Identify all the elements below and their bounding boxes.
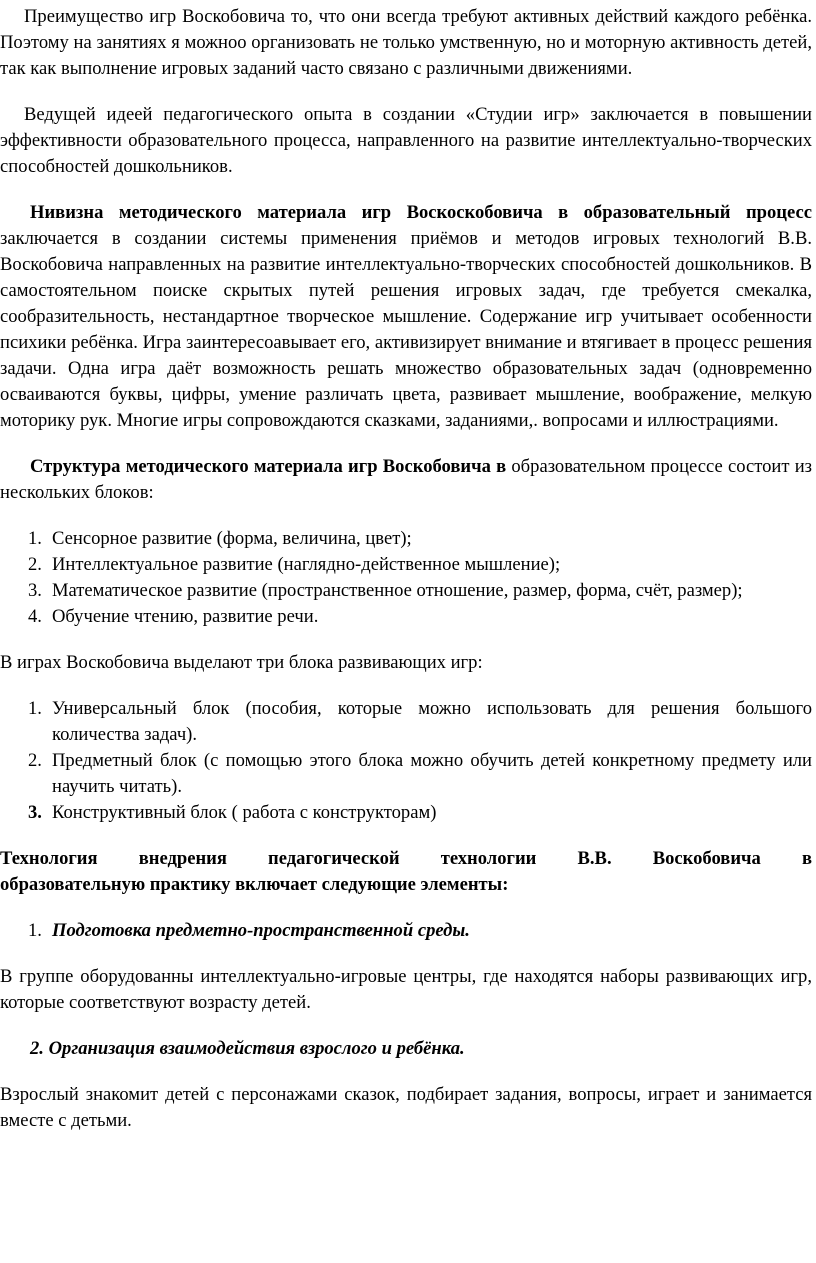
structure-text: образовательном процессе состоит из нескольких блоков: xyxy=(0,456,812,503)
list-item xyxy=(0,552,812,578)
novelty-bold-lead: Нивизна методического материала игр Воскоскобовича в образовательный процесс xyxy=(30,202,812,223)
list-item xyxy=(0,918,812,944)
list-number: 4. xyxy=(28,606,42,627)
list-item xyxy=(0,696,812,748)
list-item-text: Конструктивный блок ( работа с конструкторам) xyxy=(52,802,437,823)
list-item xyxy=(0,578,812,604)
list-item-text: Математическое развитие (пространственное отношение, размер, форма, счёт, размер); xyxy=(52,580,743,601)
paragraph-three-blocks: В играх Воскобовича выделают три блока развивающих игр: xyxy=(0,652,483,673)
list-item-text: Сенсорное развитие (форма, величина, цвет); xyxy=(52,528,412,549)
technology-heading-text: Технология внедрения педагогической технологии В.В. Воскобовича в xyxy=(0,848,812,869)
technology-heading-line1 xyxy=(0,846,812,872)
structure-bold-lead: Структура методического материала игр Воскобовича в xyxy=(30,456,507,477)
list-number: 1. xyxy=(28,528,42,549)
list-item xyxy=(0,748,812,800)
element-1 xyxy=(0,918,812,944)
list-item xyxy=(0,800,812,826)
element-2-title: Организация взаимодействия взрослого и ребёнка. xyxy=(48,1038,465,1059)
list-number: 1. xyxy=(28,920,42,941)
list-number: 2. xyxy=(28,554,42,575)
list-item-text: Интеллектуальное развитие (наглядно-действенное мышление); xyxy=(52,554,561,575)
list-number: 3. xyxy=(28,580,42,601)
list-item-text: Предметный блок (с помощью этого блока можно обучить детей конкретному предмету или научить читать). xyxy=(52,750,812,797)
element-2-number: 2. xyxy=(30,1038,44,1059)
list-number: 3. xyxy=(28,802,42,823)
paragraph-equipment: В группе оборудованны интеллектуально-игровые центры, где находятся наборы развивающих игр, которые соответствуют возрасту детей. xyxy=(0,966,812,1013)
list-item-text: Универсальный блок (пособия, которые можно использовать для решения большого количества задач). xyxy=(52,698,812,745)
technology-heading-text: образовательную практику включает следующие элементы: xyxy=(0,874,509,895)
element-1-title: Подготовка предметно-пространственной среды. xyxy=(52,920,470,941)
element-2 xyxy=(0,1036,812,1062)
list-item xyxy=(0,526,812,552)
paragraph-structure xyxy=(0,454,812,506)
paragraph-adult-role: Взрослый знакомит детей с персонажами сказок, подбирает задания, вопросы, играет и занимается вместе с детьми. xyxy=(0,1084,812,1131)
paragraph-novelty xyxy=(0,200,812,434)
game-blocks-list xyxy=(0,696,812,826)
paragraph-leading-idea: Ведущей идеей педагогического опыта в создании «Студии игр» заключается в повышении эффективности образовательного процесса, направленного на развитие интеллектуально-творческих способностей дошкольников. xyxy=(0,104,812,177)
list-item xyxy=(0,604,812,630)
blocks-list xyxy=(0,526,812,630)
list-number: 2. xyxy=(28,750,42,771)
technology-heading-line2 xyxy=(0,872,812,898)
paragraph-advantages: Преимущество игр Воскобовича то, что они всегда требуют активных действий каждого ребёнка. Поэтому на занятиях я можноо организовать не только умственную, но и моторную активность детей, так как выполнение игровых заданий часто связано с различными движениями. xyxy=(0,6,812,79)
novelty-text: заключается в создании системы применения приёмов и методов игровых технологий В.В. Воскобовича направленных на развитие интеллектуально-творческих способностей дошкольников. В самостоятельном поиске скрытых путей решения игровых задач, где требуется смекалка, сообразительность, нестандартное творческое мышление. Содержание игр учитывает особенности психики ребёнка. Игра заинтересоавывает его, активизирует внимание и втягивает в процесс решения задачи. Одна игра даёт возможность решать множество образовательных задач (одновременно осваиваются буквы, цифры, умение различать цвета, развивает мышление, воображение, мелкую моторику рук. Многие игры сопровождаются сказками, заданиями,. вопросами и иллюстрациями. xyxy=(0,228,812,431)
list-number: 1. xyxy=(28,698,42,719)
list-item-text: Обучение чтению, развитие речи. xyxy=(52,606,319,627)
